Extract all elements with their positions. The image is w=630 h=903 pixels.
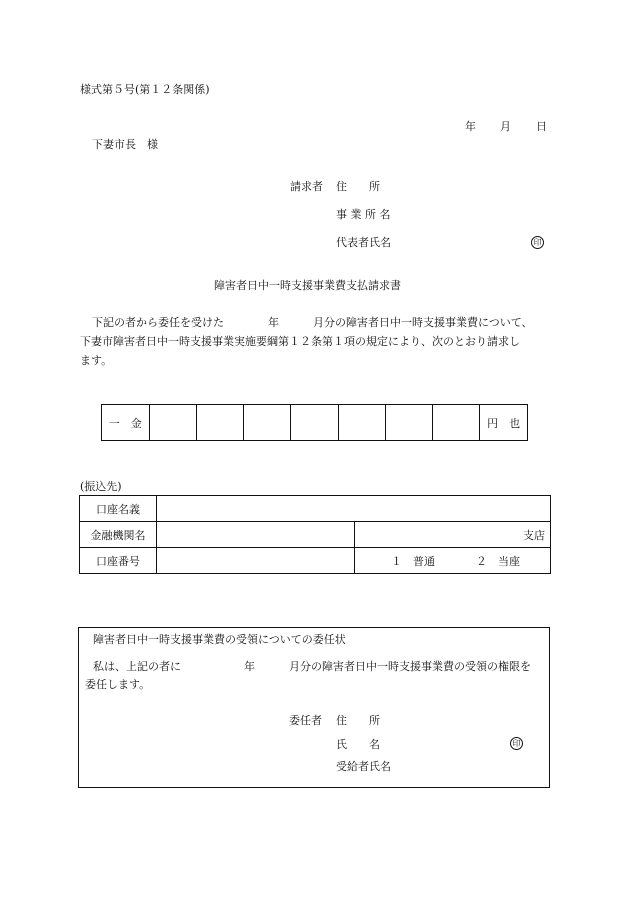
requester-rep-label: 代表者氏名 <box>336 236 391 249</box>
body-line-2: 下妻市障害者日中一時支援事業実施要綱第１２条第１項の規定により、次のとおり請求し <box>80 335 520 348</box>
requester-address-label: 住 所 <box>336 180 380 193</box>
delegation-title: 障害者日中一時支援事業費の受領についての委任状 <box>93 633 346 646</box>
account-type-field[interactable] <box>355 548 551 574</box>
institution-field[interactable] <box>157 522 355 548</box>
delegator-name-label: 氏 名 <box>336 738 380 751</box>
delegation-line-1a: 私は、上記の者に <box>93 660 181 673</box>
date-year: 年 <box>465 120 476 133</box>
body-line-3: ます。 <box>80 354 113 367</box>
amount-prefix: 一 金 <box>102 405 150 441</box>
bank-table <box>79 495 551 574</box>
amount-digit-cell[interactable] <box>244 405 291 441</box>
document-title: 障害者日中一時支援事業費支払請求書 <box>214 279 401 292</box>
account-type-option-2: ２ 当座 <box>476 554 520 568</box>
addressee: 下妻市長 様 <box>92 138 158 151</box>
account-type-option-1: １ 普通 <box>391 554 435 568</box>
delegation-line-1b: 年 <box>244 660 255 673</box>
delegator-address-label: 住 所 <box>336 714 380 727</box>
requester-office-label: 事 業 所 名 <box>336 208 391 221</box>
amount-suffix: 円 也 <box>480 405 528 441</box>
delegator-seal-icon: 印 <box>510 737 523 750</box>
amount-table <box>101 404 528 441</box>
account-name-label: 口座名義 <box>80 496 157 522</box>
body-line-1c: 月分の障害者日中一時支援事業費について、 <box>313 316 533 329</box>
requester-label: 請求者 <box>290 180 323 193</box>
branch-field[interactable] <box>355 522 551 548</box>
delegation-box <box>78 627 550 788</box>
amount-digit-cell[interactable] <box>385 405 432 441</box>
delegator-label: 委任者 <box>289 714 322 727</box>
bank-section-label: (振込先) <box>80 480 122 493</box>
institution-label: 金融機関名 <box>80 522 157 548</box>
delegation-line-1c: 月分の障害者日中一時支援事業費の受領の権限を <box>289 660 531 673</box>
form-number: 様式第５号(第１２条関係) <box>80 83 210 96</box>
date-day: 日 <box>536 120 547 133</box>
amount-digit-cell[interactable] <box>433 405 480 441</box>
body-line-1b: 年 <box>268 316 279 329</box>
account-number-label: 口座番号 <box>80 548 157 574</box>
body-line-1a: 下記の者から委任を受けた <box>92 316 224 329</box>
amount-digit-cell[interactable] <box>196 405 243 441</box>
amount-digit-cell[interactable] <box>149 405 196 441</box>
branch-label: 支店 <box>523 528 545 542</box>
recipient-name-label: 受給者氏名 <box>336 760 391 773</box>
date-month: 月 <box>500 120 511 133</box>
account-name-field[interactable] <box>157 496 551 522</box>
amount-digit-cell[interactable] <box>338 405 385 441</box>
requester-seal-icon: 印 <box>531 236 544 249</box>
delegation-line-2: 委任します。 <box>85 678 151 691</box>
account-number-field[interactable] <box>157 548 355 574</box>
amount-digit-cell[interactable] <box>291 405 338 441</box>
